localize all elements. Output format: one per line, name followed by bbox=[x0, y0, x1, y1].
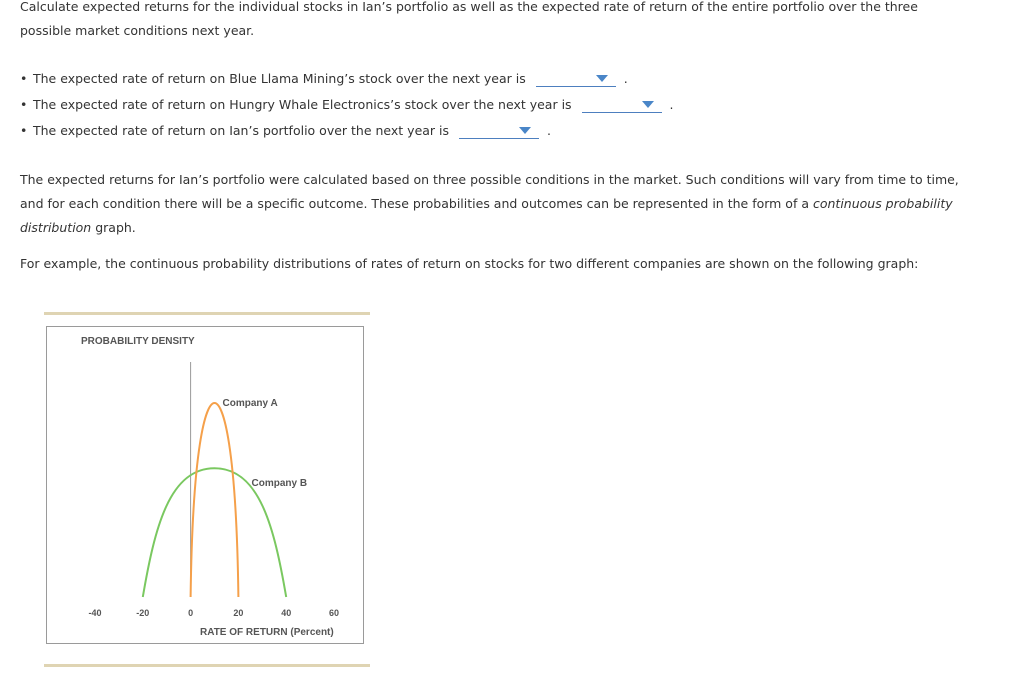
period: . bbox=[623, 71, 628, 86]
portfolio-return-dropdown[interactable] bbox=[459, 121, 539, 139]
dropdown-arrow-icon bbox=[519, 127, 531, 134]
x-tick-labels bbox=[88, 608, 339, 618]
question-portfolio bbox=[20, 118, 674, 144]
x-axis-label: RATE OF RETURN (Percent) bbox=[200, 627, 334, 638]
example-text bbox=[20, 252, 918, 276]
explanation-emphasis-1: continuous probability bbox=[812, 196, 953, 211]
x-tick-label: -40 bbox=[88, 608, 102, 618]
explanation-emphasis-2: distribution bbox=[20, 220, 92, 235]
question-text: The expected rate of return on Hungry Whale Electronics’s stock over the next year is bbox=[33, 97, 572, 112]
bottom-divider bbox=[44, 664, 370, 667]
question-blue-llama bbox=[20, 66, 674, 92]
dropdown-arrow-icon bbox=[596, 75, 608, 82]
x-tick-label: 40 bbox=[281, 608, 292, 618]
company-a-label: Company A bbox=[222, 398, 278, 409]
intro-line-1: Calculate expected returns for the individual stocks in Ian’s portfolio as well as the expected rate of return of the entire portfolio over the three bbox=[20, 0, 918, 14]
explanation-text bbox=[20, 168, 959, 240]
x-tick-label: 60 bbox=[328, 608, 340, 618]
question-text: The expected rate of return on Ian’s portfolio over the next year is bbox=[33, 123, 450, 138]
example-line: For example, the continuous probability distributions of rates of return on stocks for two different companies are shown on the following graph: bbox=[20, 256, 919, 271]
period: . bbox=[547, 123, 551, 138]
dropdown-arrow-icon bbox=[642, 101, 654, 108]
x-tick-label: 0 bbox=[188, 608, 194, 618]
question-text: The expected rate of return on Blue Llama Mining’s stock over the next year is bbox=[33, 71, 526, 86]
probability-chart bbox=[46, 326, 364, 644]
explanation-line-1: The expected returns for Ian’s portfolio were calculated based on three possible conditions in the market. Such conditions will vary from time to time, bbox=[20, 172, 959, 187]
explanation-line-2: and for each condition there will be a specific outcome. These probabilities and outcomes can be represented in the form of a bbox=[20, 196, 813, 211]
x-tick-label: -20 bbox=[136, 608, 150, 618]
top-divider bbox=[44, 312, 370, 315]
question-list bbox=[20, 66, 674, 144]
intro-text bbox=[20, 0, 918, 43]
hungry-whale-return-dropdown[interactable] bbox=[582, 95, 662, 113]
blue-llama-return-dropdown[interactable] bbox=[536, 69, 616, 87]
period: . bbox=[669, 97, 674, 112]
company-b-label: Company B bbox=[251, 478, 308, 490]
bullet-icon: • bbox=[20, 97, 28, 112]
question-hungry-whale bbox=[20, 92, 674, 118]
y-axis-label: PROBABILITY DENSITY bbox=[81, 336, 195, 347]
intro-line-2: possible market conditions next year. bbox=[20, 23, 255, 38]
company-a-curve bbox=[191, 403, 239, 597]
x-tick-label: 20 bbox=[233, 608, 244, 618]
chart-svg bbox=[47, 327, 363, 643]
bullet-icon: • bbox=[20, 123, 28, 138]
explanation-line-3: graph. bbox=[91, 220, 136, 235]
bullet-icon: • bbox=[20, 71, 28, 86]
